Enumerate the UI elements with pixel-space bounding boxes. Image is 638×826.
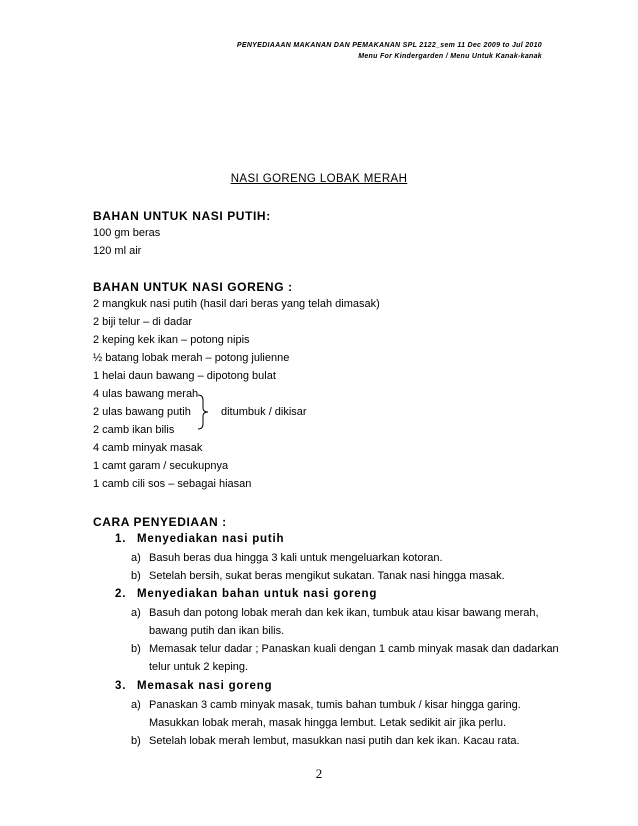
heading-cara-penyediaan: CARA PENYEDIAAN :: [93, 515, 227, 529]
sub-text: Memasak telur dadar ; Panaskan kuali dengan 1 camb minyak masak dan dadarkan: [149, 643, 559, 655]
sub-label: a): [131, 699, 141, 711]
step-title: Menyediakan bahan untuk nasi goreng: [137, 588, 378, 600]
step-number: 1.: [115, 533, 127, 545]
bracket-note: ditumbuk / dikisar: [221, 406, 307, 418]
sub-label: a): [131, 607, 141, 619]
ingredient-item: 1 camb cili sos – sebagai hiasan: [93, 478, 252, 490]
document-header-course: PENYEDIAAAN MAKANAN DAN PEMAKANAN SPL 2122_sem 11 Dec 2009 to Jul 2010: [236, 42, 542, 49]
sub-text: Basuh beras dua hingga 3 kali untuk mengeluarkan kotoran.: [149, 552, 443, 564]
page-number: 2: [315, 766, 323, 781]
sub-label: b): [131, 735, 141, 747]
step-title: Menyediakan nasi putih: [137, 533, 285, 545]
sub-text: Setelah bersih, sukat beras mengikut sukatan. Tanak nasi hingga masak.: [149, 570, 505, 582]
sub-text-continued: Masukkan lobak merah, masak hingga lembut. Letak sedikit air jika perlu.: [149, 717, 507, 729]
recipe-title-text: NASI GORENG LOBAK MERAH: [230, 173, 408, 185]
ingredient-item: 120 ml air: [93, 245, 142, 257]
sub-text: Panaskan 3 camb minyak masak, tumis bahan tumbuk / kisar hingga garing.: [149, 699, 521, 711]
heading-nasi-goreng: BAHAN UNTUK NASI GORENG :: [93, 280, 293, 294]
curly-brace-icon: [196, 394, 210, 430]
ingredient-item: 2 ulas bawang putih: [93, 406, 191, 418]
recipe-title: [0, 173, 638, 185]
step-heading: [115, 588, 377, 600]
ingredient-item: 2 biji telur – di dadar: [93, 316, 193, 328]
sub-text: Basuh dan potong lobak merah dan kek ikan, tumbuk atau kisar bawang merah,: [149, 607, 539, 619]
sub-label: b): [131, 570, 141, 582]
ingredient-item: 4 camb minyak masak: [93, 442, 203, 454]
ingredient-item: 100 gm beras: [93, 227, 161, 239]
document-header-menu: Menu For Kindergarden / Menu Untuk Kanak-kanak: [358, 53, 542, 60]
ingredient-item: 1 camt garam / secukupnya: [93, 460, 229, 472]
ingredient-item: 4 ulas bawang merah: [93, 388, 199, 400]
step-heading: [115, 680, 272, 692]
step-number: 3.: [115, 680, 127, 692]
heading-nasi-putih: BAHAN UNTUK NASI PUTIH:: [93, 209, 271, 223]
sub-text-continued: bawang putih dan ikan bilis.: [149, 625, 285, 637]
step-number: 2.: [115, 588, 127, 600]
ingredient-item: 1 helai daun bawang – dipotong bulat: [93, 370, 276, 382]
ingredient-item: 2 camb ikan bilis: [93, 424, 175, 436]
sub-label: a): [131, 552, 141, 564]
sub-label: b): [131, 643, 141, 655]
ingredient-item: ½ batang lobak merah – potong julienne: [93, 352, 290, 364]
sub-text-continued: telur untuk 2 keping.: [149, 661, 249, 673]
ingredient-item: 2 keping kek ikan – potong nipis: [93, 334, 250, 346]
sub-text: Setelah lobak merah lembut, masukkan nasi putih dan kek ikan. Kacau rata.: [149, 735, 520, 747]
step-heading: [115, 533, 284, 545]
ingredient-item: 2 mangkuk nasi putih (hasil dari beras yang telah dimasak): [93, 298, 380, 310]
step-title: Memasak nasi goreng: [137, 680, 273, 692]
